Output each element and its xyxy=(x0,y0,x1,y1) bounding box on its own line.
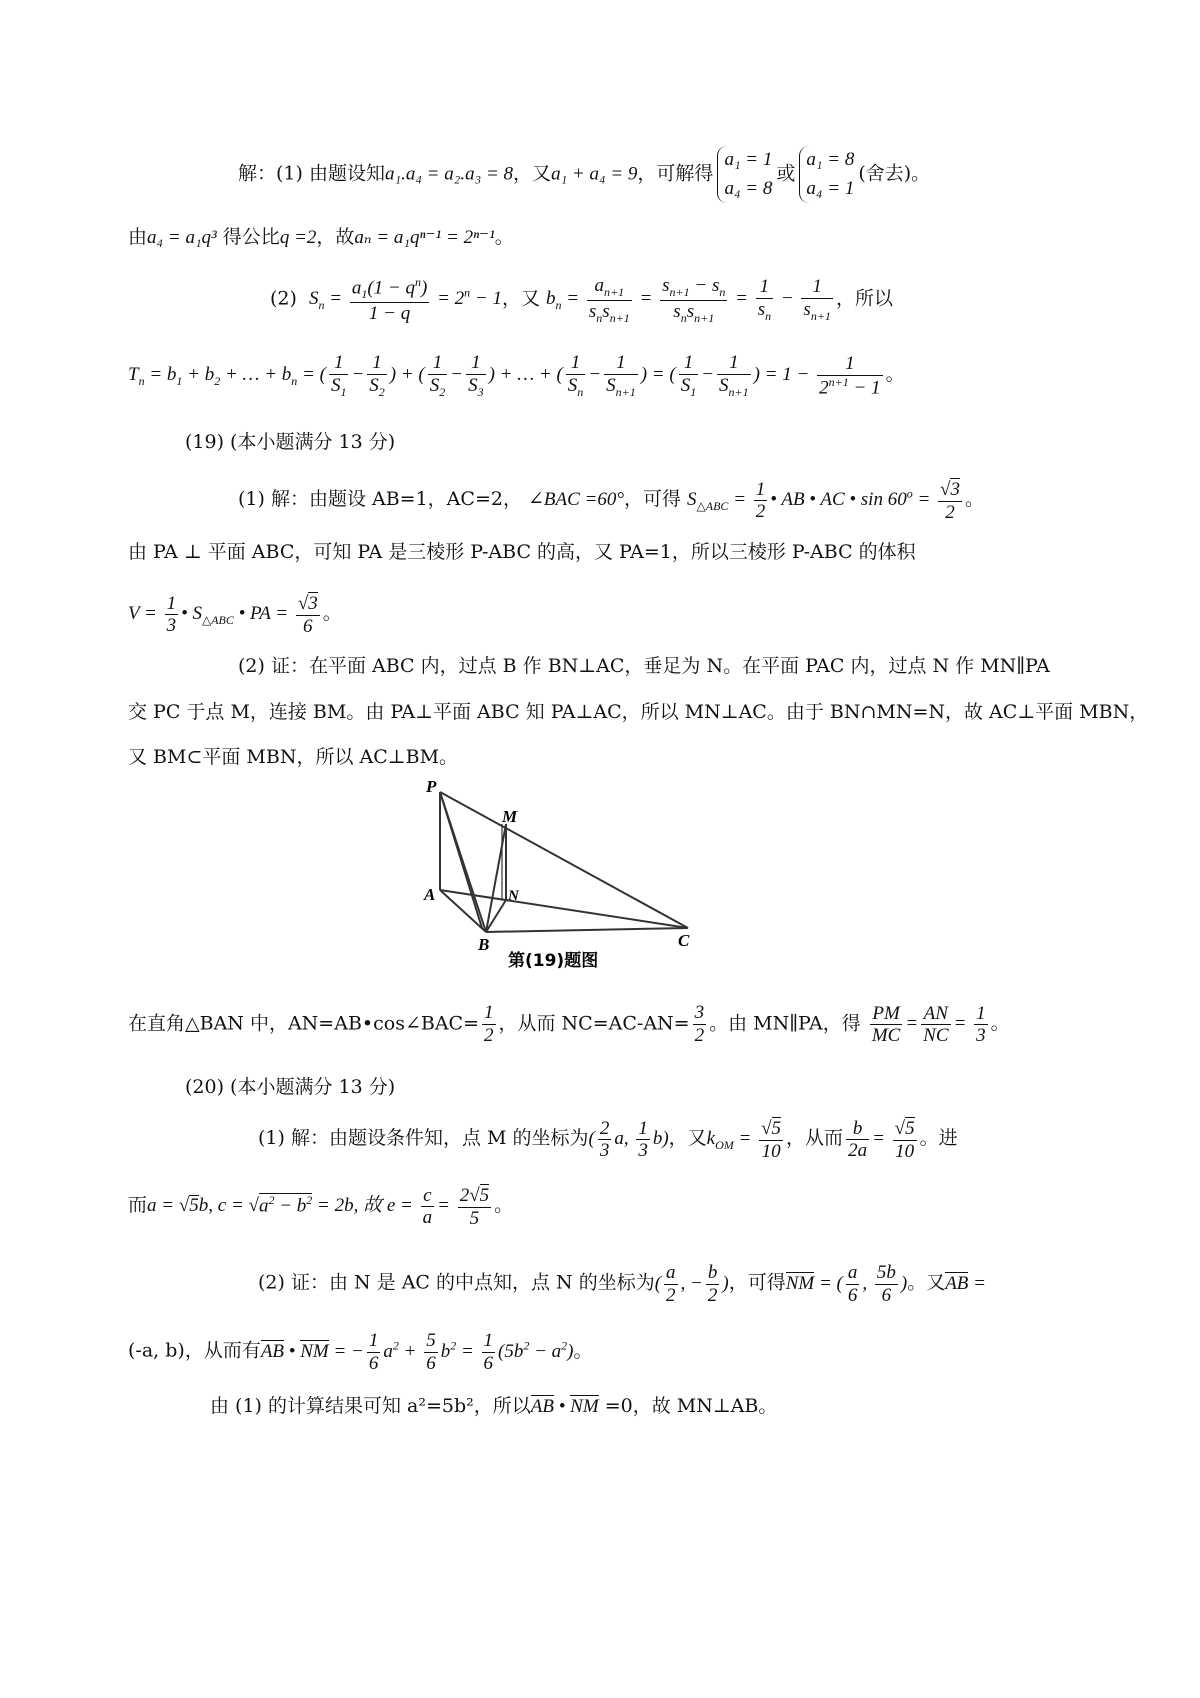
q18-text: 由 xyxy=(128,226,148,248)
q19-text: 。由 MN∥PA，得 xyxy=(709,1012,861,1035)
q20-line-1: (1) 解：由题设条件知，点 M 的坐标为( $\frac{2}{3}$ a, $\frac{1}{3}$ b)，又$k_{OM}$ = $\frac{√5}{10}$ ，从而 $\frac{b}{2a}$ = $\frac{√5}{10}$ 。进 xyxy=(258,1117,958,1162)
q18-text: ，所以 xyxy=(835,287,893,310)
q19-text: (1) 解：由题设 AB=1，AC=2， xyxy=(238,488,522,511)
q18-equation: a₁ + a₄ = 9 xyxy=(551,163,638,185)
q19-text: 在直角△BAN 中，AN=AB•cos∠BAC= xyxy=(128,1012,480,1035)
q19-text: ，从而 NC=AC-AN= xyxy=(498,1012,690,1035)
q19-line-5: 交 PC 于点 M，连接 BM。由 PA⊥平面 ABC 知 PA⊥AC，所以 MN⊥AC。由于 BN∩MN=N，故 AC⊥平面 MBN， xyxy=(128,701,1149,723)
q18-text: ，可解得 xyxy=(637,162,714,185)
q18-system-2: a₁ = 8 a₄ = 1 xyxy=(799,146,854,203)
q18-equation: aₙ = a₁qⁿ⁻¹ = 2ⁿ⁻¹ xyxy=(354,227,495,248)
label-A: A xyxy=(424,885,436,904)
q20-text: 由 (1) 的计算结果可知 a²=5b²，所以 xyxy=(210,1395,531,1417)
q19-figure xyxy=(420,772,710,982)
q18-reject: (舍去)。 xyxy=(858,162,931,185)
q18-equation: q =2 xyxy=(279,227,317,248)
q18-text: ，又 xyxy=(513,162,552,185)
q18-text: ，又 xyxy=(501,287,540,310)
q18-text: 解：(1) 由题设知 xyxy=(238,162,385,185)
area-formula: $S_{\triangle ABC}$ = $\frac{1}{2}$ • AB • AC • $\sin 60^o$ = $\frac{√3}{2}$ 。 xyxy=(687,478,984,523)
q19-heading: (19) (本小题满分 13 分) xyxy=(185,431,396,453)
label-N: N xyxy=(508,888,519,904)
q18-line-2 xyxy=(128,228,514,247)
figure-caption: 第(19)题图 xyxy=(508,951,599,971)
q18-text: ，故 xyxy=(316,226,355,248)
q18-label: (2) xyxy=(270,287,297,310)
volume-formula: V = $\frac{1}{3}$ • $S_{\triangle ABC}$ • PA = $\frac{√3}{6}$ 。 xyxy=(128,592,342,637)
sn-formula: $S_n$ = $\frac{a_1(1 - q^n)}{1 - q}$ = $2^n - 1$ xyxy=(309,274,502,324)
q20-text: ，从而 xyxy=(786,1127,844,1150)
q20-heading: (20) (本小题满分 13 分) xyxy=(185,1076,396,1098)
q19-angle: ∠BAC =60° xyxy=(528,489,624,511)
q18-line-3 xyxy=(270,275,893,325)
tn-formula: $T_n = b_1 + b_2$ + … + $b_n$ = ( $\frac{1}{S_1}$ − $\frac{1}{S_2}$ ) + ( $\frac{1}{S_2}$ − $\frac{1}{S_3}$ ) + … + ( $\frac{1}{S_n}$ − $\frac{1}{S_{n+1}}$ ) = ( $\frac{1}{S_1}$ − $\frac{1}{S_{n+1}}$ ) = 1 − $\frac{1}{2^{n+1} - 1}$ 。 xyxy=(128,352,905,399)
q18-line-1 xyxy=(238,146,930,203)
label-P: P xyxy=(426,777,437,796)
q19-text: ，可得 xyxy=(623,488,681,511)
q20-line-3: (2) 证：由 N 是 AC 的中点知，点 N 的坐标为( $\frac{a}{2}$ , − $\frac{b}{2}$ )，可得NM = ( $\frac{a}{6}$ , $\frac{5b}{6}$ )。又AB = xyxy=(258,1262,986,1306)
q20-text: 而 xyxy=(128,1194,148,1217)
q18-or: 或 xyxy=(776,162,796,185)
q20-text: 。进 xyxy=(919,1127,958,1150)
q20-line-5: 由 (1) 的计算结果可知 a²=5b²，所以AB • NM =0，故 MN⊥AB。 xyxy=(210,1395,778,1417)
q18-system-1: a₁ = 1 a₄ = 8 xyxy=(717,146,772,203)
q18-equation: a₁.a₄ = a₂.a₃ = 8 xyxy=(384,163,514,185)
label-C: C xyxy=(678,931,690,950)
q20-text: ，可得 xyxy=(728,1271,786,1294)
q20-text: =0，故 MN⊥AB。 xyxy=(604,1395,778,1417)
q18-equation: a₄ = a₁q³ xyxy=(147,227,217,248)
q20-text: 。又 xyxy=(907,1271,946,1294)
q19-line-4: (2) 证：在平面 ABC 内，过点 B 作 BN⊥AC，垂足为 N。在平面 PAC 内，过点 N 作 MN∥PA xyxy=(238,655,1050,677)
ratio-formula: $\frac{PM}{MC}$ = $\frac{AN}{NC}$ = $\frac{1}{3}$ 。 xyxy=(871,1002,1010,1047)
q19-line-1 xyxy=(238,478,984,524)
q20-text: ，又 xyxy=(668,1127,707,1150)
q19-line-7: 在直角△BAN 中，AN=AB•cos∠BAC= $\frac{1}{2}$ ，从而 NC=AC-AN= $\frac{3}{2}$ 。由 MN∥PA，得 $\frac{PM}{MC}$ = $\frac{AN}{NC}$ = $\frac{1}{3}$ 。 xyxy=(128,1002,1010,1047)
bn-formula: $b_n$ = $a_{n+1}$ $s_ns_{n+1}$ = $s_{n+1} - s_n$ $s_ns_{n+1}$ = $\frac{1}{s_n}$ − $\frac{1}{s_{n+1}}$ xyxy=(546,275,831,325)
q20-text: (-a, b)，从而有 xyxy=(128,1339,261,1362)
q18-text: 。 xyxy=(494,226,514,248)
q19-line-2: 由 PA ⊥ 平面 ABC，可知 PA 是三棱形 P-ABC 的高，又 PA=1，所以三棱形 P-ABC 的体积 xyxy=(128,541,916,563)
q20-line-4: (-a, b)，从而有AB • NM = − $\frac{1}{6}$ $a^2$ + $\frac{5}{6}$ $b^2$ = $\frac{1}{6}$ $(5b^2 - a^2)$。 xyxy=(128,1330,593,1374)
q19-line-6: 又 BM⊂平面 MBN，所以 AC⊥BM。 xyxy=(128,746,459,768)
label-M: M xyxy=(502,807,518,826)
label-B: B xyxy=(478,935,490,954)
q18-text: 得公比 xyxy=(222,226,280,248)
q20-line-2: 而a = √5b, $c = √a^2 - b^2 = 2b$, 故 e = $\frac{c}{a}$ = $\frac{2√5}{5}$ 。 xyxy=(128,1184,514,1229)
q20-text: (1) 解：由题设条件知，点 M 的坐标为 xyxy=(258,1127,589,1150)
q20-text: (2) 证：由 N 是 AC 的中点知，点 N 的坐标为 xyxy=(258,1271,655,1294)
